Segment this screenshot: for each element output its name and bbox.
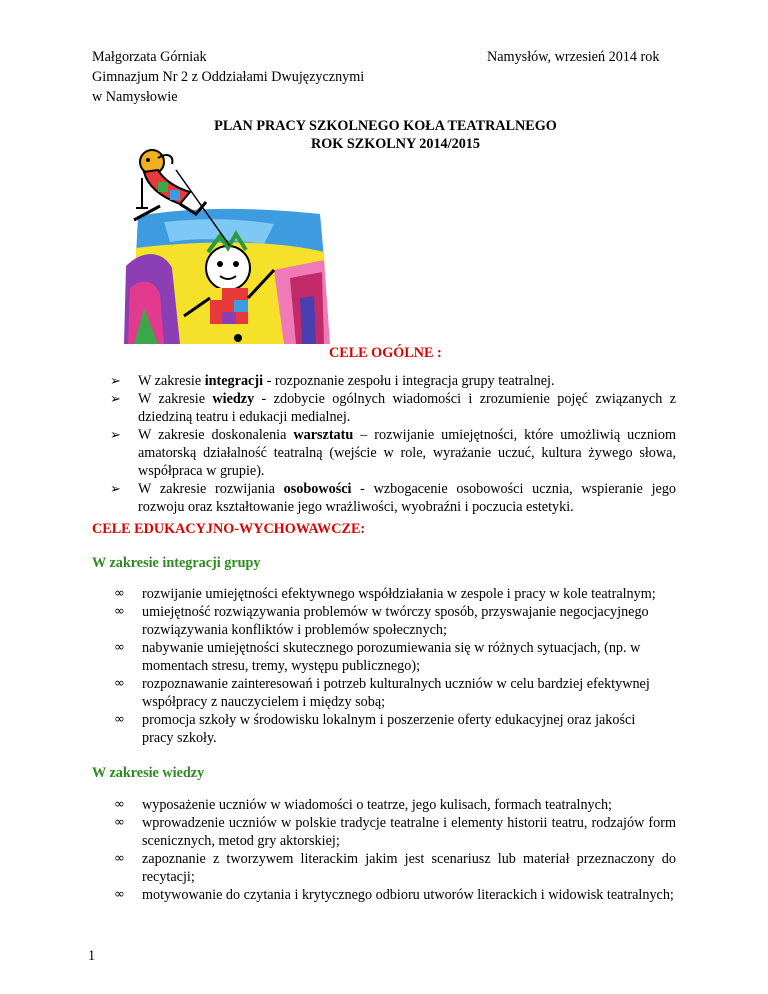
infinity-bullet-icon: ∞ [114,604,125,619]
theatre-puppets-illustration [124,148,332,348]
infinity-bullet-icon: ∞ [114,797,125,812]
place-date: Namysłów, wrzesień 2014 rok [487,49,660,65]
arrow-bullet-icon: ➢ [110,427,121,442]
infinity-bullet-icon: ∞ [114,676,125,691]
list-item: ∞ umiejętność rozwiązywania problemów w twórczy sposób, przyswajanie negocjacyjnego rozwiązywania konfliktów i problemów społecznych; [114,604,649,638]
title-line-1: PLAN PRACY SZKOLNEGO KOŁA TEATRALNEGO [214,118,557,134]
list-item: ∞ motywowanie do czytania i krytycznego odbioru utworów literackich i widowisk teatralnych; [114,887,674,903]
general-goal-item: ➢ W zakresie rozwijania osobowości - wzbogacenie osobowości ucznia, wspieranie jego rozwoju oraz kształtowanie jego wrażliwości, wyobraźni i poczucia estetyki. [110,481,677,515]
general-goal-item: ➢ W zakresie wiedzy - zdobycie ogólnych wiadomości i zrozumienie pojęć związanych z dziedziną teatru i edukacji medialnej. [110,391,676,425]
infinity-bullet-icon: ∞ [114,851,125,866]
list-item: ∞ wyposażenie uczniów w wiadomości o teatrze, jego kulisach, formach teatralnych; [114,797,612,813]
general-goal-item: ➢ W zakresie doskonalenia warsztatu – rozwijanie umiejętności, które umożliwią uczniom amatorską działalność teatralną (wejście w role, wyrażanie uczuć, kultura żywego słowa, współpraca w grupie). [110,427,676,479]
arrow-bullet-icon: ➢ [110,373,121,388]
title-line-2: ROK SZKOLNY 2014/2015 [311,136,480,152]
list-item: ∞ nabywanie umiejętności skutecznego porozumiewania się w różnych sytuacjach, (np. w momentach stresu, tremy, występu publicznego); [114,640,641,674]
infinity-bullet-icon: ∞ [114,640,125,655]
list-item: ∞ wprowadzenie uczniów w polskie tradycje teatralne i elementy historii teatru, rodzajów form scenicznych, metod gry aktorskiej; [114,815,676,849]
list-item: ∞ zapoznanie z tworzywem literackim jakim jest scenariusz lub materiał przeznaczony do recytacji; [114,851,676,885]
page-number: 1 [88,948,96,964]
knowledge-heading: W zakresie wiedzy [92,765,205,781]
infinity-bullet-icon: ∞ [114,712,125,727]
school-name: Gimnazjum Nr 2 z Oddziałami Dwujęzycznymi [92,69,365,85]
infinity-bullet-icon: ∞ [114,586,125,601]
infinity-bullet-icon: ∞ [114,887,125,902]
knowledge-list [114,796,676,904]
infinity-bullet-icon: ∞ [114,815,125,830]
educational-goals-heading: CELE EDUKACYJNO-WYCHOWAWCZE: [92,521,366,537]
arrow-bullet-icon: ➢ [110,481,121,496]
integration-list [114,585,660,747]
integration-heading: W zakresie integracji grupy [92,555,261,571]
arrow-bullet-icon: ➢ [110,391,121,406]
general-goal-item: ➢ W zakresie integracji - rozpoznanie zespołu i integracja grupy teatralnej. [110,373,555,389]
general-goals-list [110,372,676,516]
puppets-drawing [124,148,332,348]
author-name: Małgorzata Górniak [92,49,207,65]
general-goals-heading: CELE OGÓLNE : [329,345,442,361]
header-author-block [92,48,452,108]
list-item: ∞ rozwijanie umiejętności efektywnego współdziałania w zespole i pracy w kole teatralnym; [114,586,656,602]
list-item: ∞ promocja szkoły w środowisku lokalnym i poszerzenie oferty edukacyjnej oraz jakości pracy szkoły. [114,712,636,746]
school-location: w Namysłowie [92,89,178,105]
list-item: ∞ rozpoznawanie zainteresowań i potrzeb kulturalnych uczniów w celu bardziej efektywnej współpracy z nauczycielem i między sobą; [114,676,650,710]
